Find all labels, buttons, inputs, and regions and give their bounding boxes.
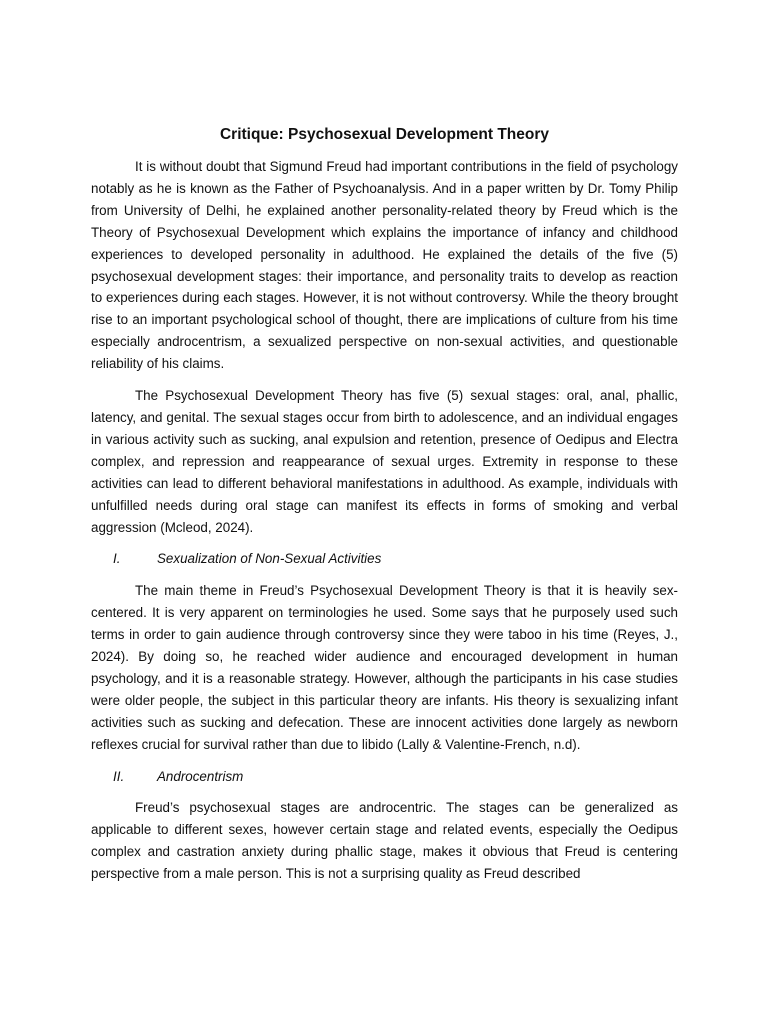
section-number: II. xyxy=(113,768,125,784)
androcentrism-paragraph: Freud’s psychosexual stages are androcentric. The stages can be generalized as applicable to different sexes, however certain stage and related events, especially the Oedipus complex and castration anxiety during phallic stage, makes it obvious that Freud is centering perspective from a male person. This is not a surprising quality as Freud described xyxy=(91,800,678,882)
sexualization-paragraph: The main theme in Freud’s Psychosexual Development Theory is that it is heavily sex-centered. It is very apparent on terminologies he used. Some says that he purposely used such terms in order to gain audience through controversy since they were taboo in his time (Reyes, J., 2024). By doing so, he reached wider audience and encouraged development in human psychology, and it is a reasonable strategy. However, although the participants in his case studies were older people, the subject in this particular theory are infants. His theory is sexualizing infant activities such as sucking and defecation. These are innocent activities done largely as newborn reflexes crucial for survival rather than due to libido (Lally & Valentine-French, n.d). xyxy=(91,583,678,752)
section-title: Sexualization of Non-Sexual Activities xyxy=(157,551,382,567)
section-title: Androcentrism xyxy=(157,768,244,784)
document-body xyxy=(91,124,678,895)
section-heading-androcentrism xyxy=(91,766,678,788)
document-title: Critique: Psychosexual Development Theory xyxy=(219,126,550,143)
section-heading-sexualization xyxy=(91,548,678,570)
intro-paragraph: It is without doubt that Sigmund Freud had important contributions in the field of psychology notably as he is known as the Father of Psychoanalysis. And in a paper written by Dr. Tomy Philip from University of Delhi, he explained another personality-related theory by Freud which is the Theory of Psychosexual Development which explains the importance of infancy and childhood experiences to developed personality in adulthood. He explained the details of the five (5) psychosexual development stages: their importance, and personality traits to develop as reaction to experiences during each stages. However, it is not without controversy. While the theory brought rise to an important psychological school of thought, there are implications of culture from his time especially androcentrism, a sexualized perspective on non-sexual activities, and questionable reliability of his claims. xyxy=(91,159,678,372)
stages-paragraph: The Psychosexual Development Theory has five (5) sexual stages: oral, anal, phallic, latency, and genital. The sexual stages occur from birth to adolescence, and an individual engages in various activity such as sucking, anal expulsion and retention, presence of Oedipus and Electra complex, and repression and reappearance of sexual urges. Extremity in response to these activities can lead to different behavioral manifestations in adulthood. As example, individuals with unfulfilled needs during oral stage can manifest its effects in forms of smoking and verbal aggression (Mcleod, 2024). xyxy=(91,388,678,535)
section-number: I. xyxy=(113,551,121,567)
